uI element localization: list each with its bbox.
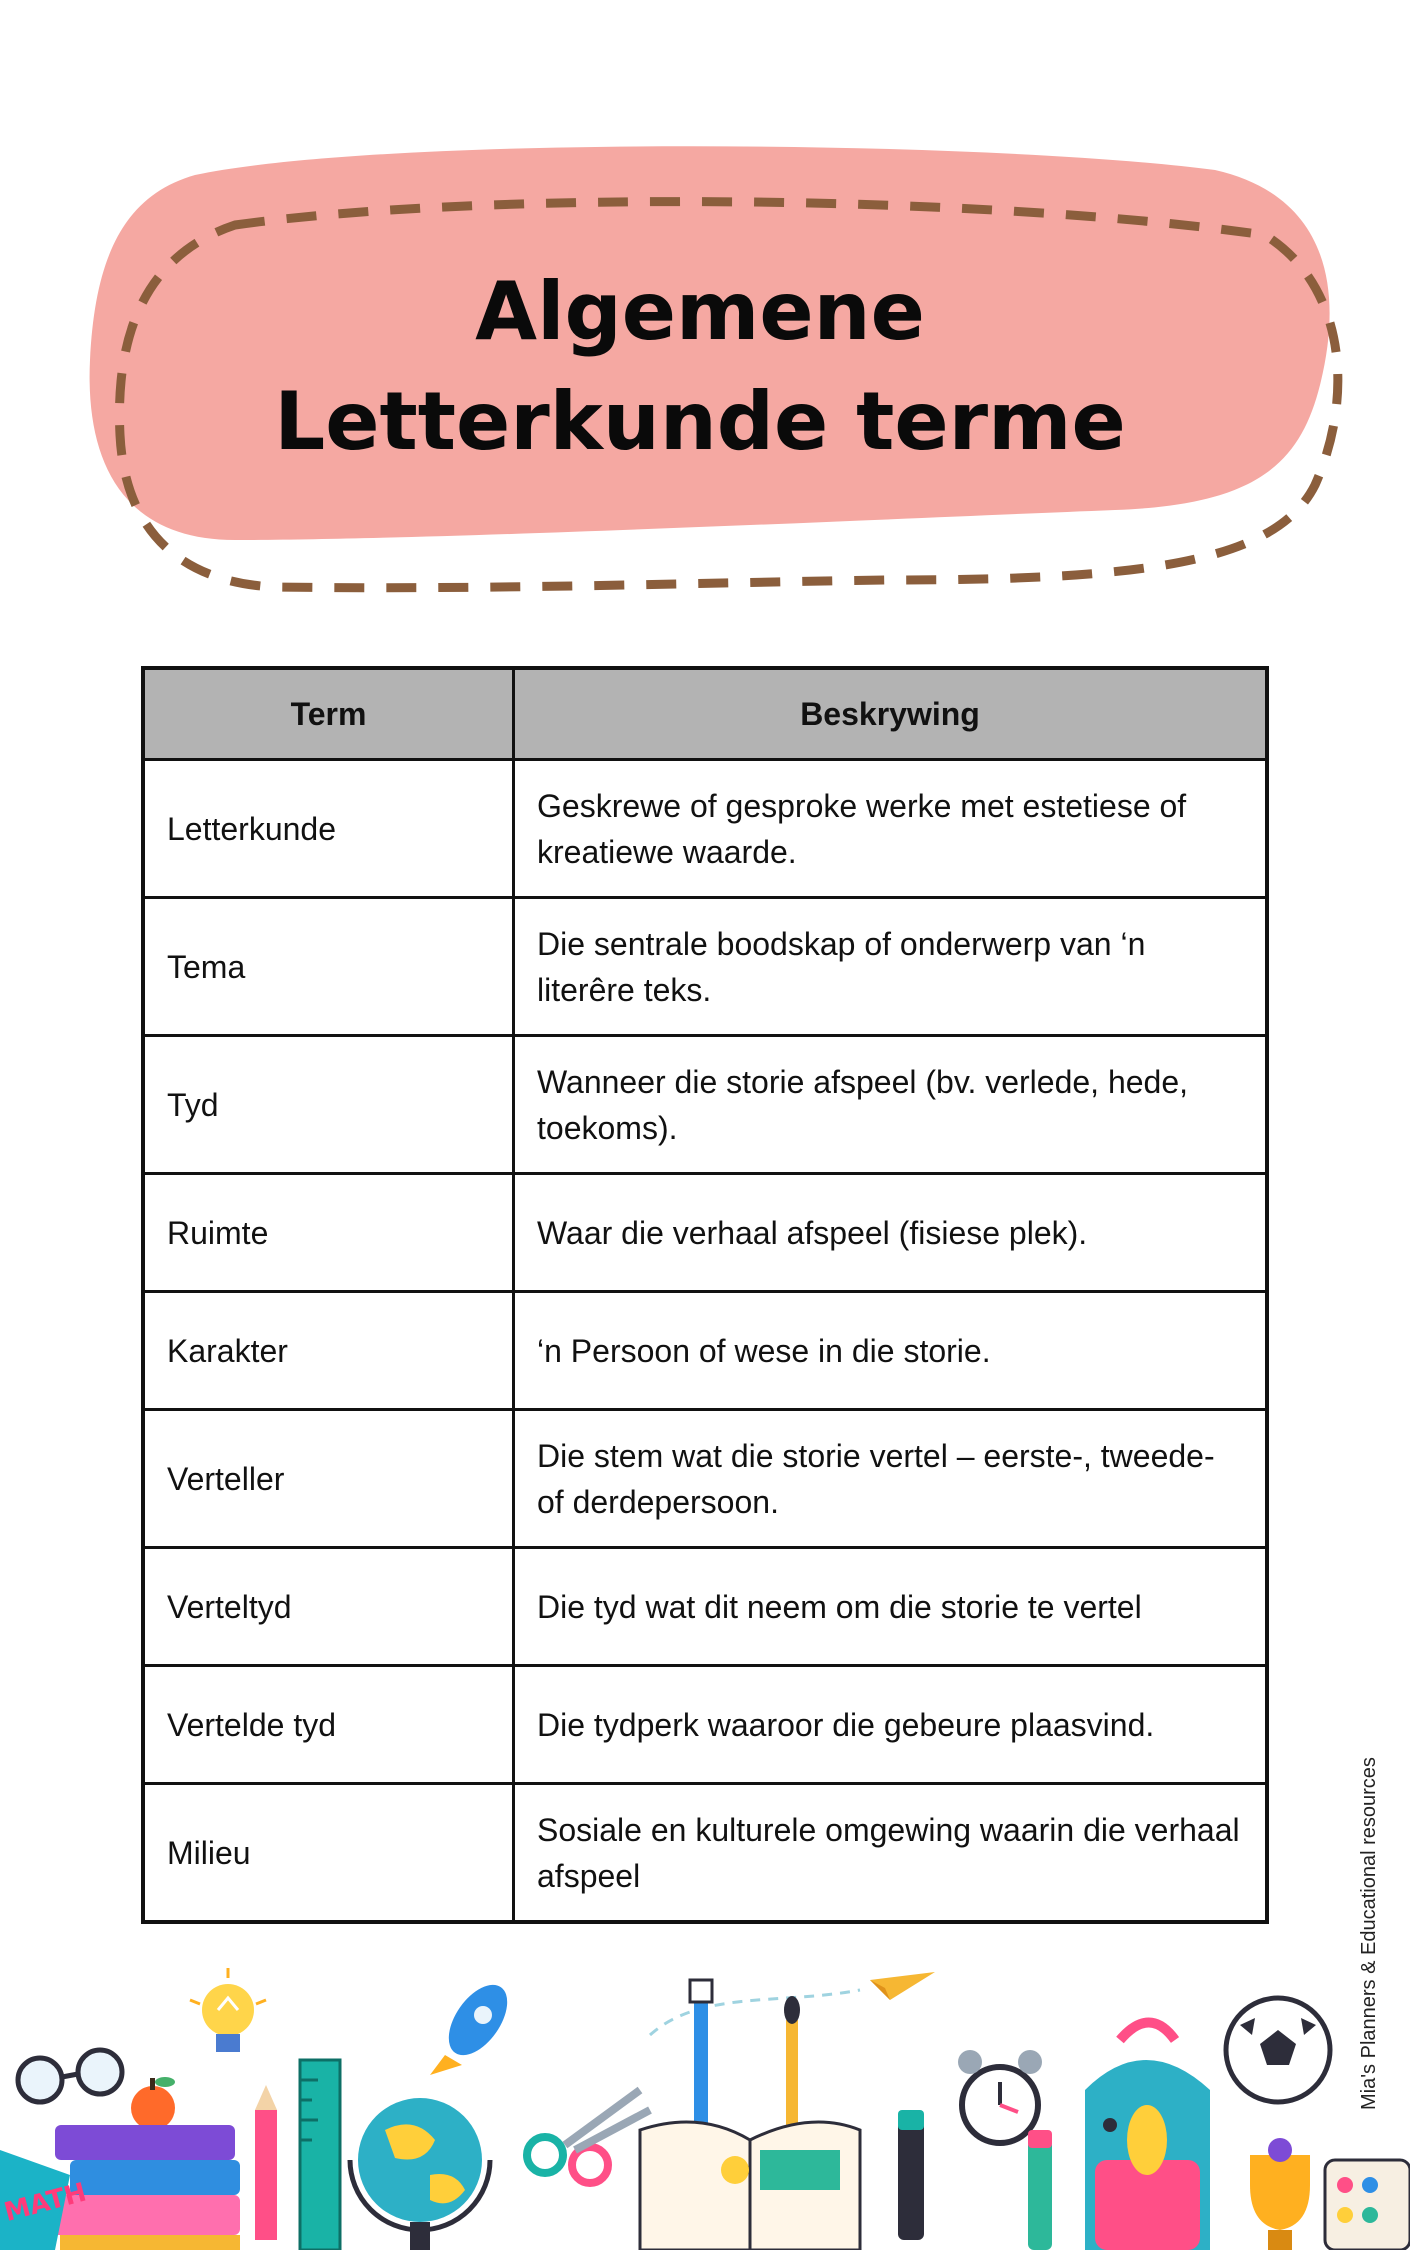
backpack-icon	[1085, 2023, 1210, 2250]
pencil-icon	[255, 2085, 277, 2240]
term-cell: Tema	[143, 898, 514, 1036]
description-cell: Wanneer die storie afspeel (bv. verlede, hede, toekoms).	[514, 1036, 1268, 1174]
term-cell: Verteltyd	[143, 1548, 514, 1666]
description-cell: Die tydperk waaroor die gebeure plaasvind.	[514, 1666, 1268, 1784]
title-banner	[85, 135, 1355, 605]
term-cell: Tyd	[143, 1036, 514, 1174]
term-cell: Milieu	[143, 1784, 514, 1923]
description-cell: ‘n Persoon of wese in die storie.	[514, 1292, 1268, 1410]
table-row	[143, 1784, 1267, 1923]
credit-text: Mia's Planners & Educational resources	[1358, 1757, 1380, 2110]
term-cell: Karakter	[143, 1292, 514, 1410]
table-row	[143, 1410, 1267, 1548]
term-cell: Verteller	[143, 1410, 514, 1548]
table-row	[143, 1174, 1267, 1292]
glasses-icon	[18, 2050, 122, 2102]
trophy-icon	[1250, 2138, 1310, 2250]
terms-table	[141, 666, 1269, 1924]
description-cell: Die tyd wat dit neem om die storie te vertel	[514, 1548, 1268, 1666]
description-cell: Die stem wat die storie vertel – eerste-, tweede- of derdepersoon.	[514, 1410, 1268, 1548]
term-cell: Vertelde tyd	[143, 1666, 514, 1784]
table-row	[143, 898, 1267, 1036]
soccer-ball-icon	[1226, 1998, 1330, 2102]
table-row	[143, 1036, 1267, 1174]
apple-icon	[131, 2077, 175, 2130]
table-row	[143, 760, 1267, 898]
table-row	[143, 1666, 1267, 1784]
title-line-1: Algemene	[475, 265, 925, 358]
term-cell: Ruimte	[143, 1174, 514, 1292]
alarm-clock-icon	[958, 2050, 1042, 2143]
globe-icon	[350, 2098, 490, 2250]
table-row	[143, 1292, 1267, 1410]
ruler-icon	[300, 2060, 340, 2250]
header-description: Beskrywing	[514, 668, 1268, 760]
header-term: Term	[143, 668, 514, 760]
description-cell: Geskrewe of gesproke werke met estetiese of kreatiewe waarde.	[514, 760, 1268, 898]
description-cell: Waar die verhaal afspeel (fisiese plek).	[514, 1174, 1268, 1292]
math-book-label: MATH	[1, 2177, 90, 2229]
lightbulb-icon	[190, 1968, 266, 2052]
description-cell: Die sentrale boodskap of onderwerp van ‘n literêre teks.	[514, 898, 1268, 1036]
table-header-row	[143, 668, 1267, 760]
scissors-icon	[527, 2090, 650, 2183]
palette-icon	[1325, 2160, 1410, 2250]
title-line-2: Letterkunde terme	[274, 375, 1126, 468]
term-cell: Letterkunde	[143, 760, 514, 898]
open-book-icon	[640, 2122, 860, 2250]
table-row	[143, 1548, 1267, 1666]
description-cell: Sosiale en kulturele omgewing waarin die verhaal afspeel	[514, 1784, 1268, 1923]
rocket-icon	[430, 1975, 519, 2075]
page-title	[85, 257, 1315, 477]
school-supplies-illustration	[0, 1960, 1410, 2250]
